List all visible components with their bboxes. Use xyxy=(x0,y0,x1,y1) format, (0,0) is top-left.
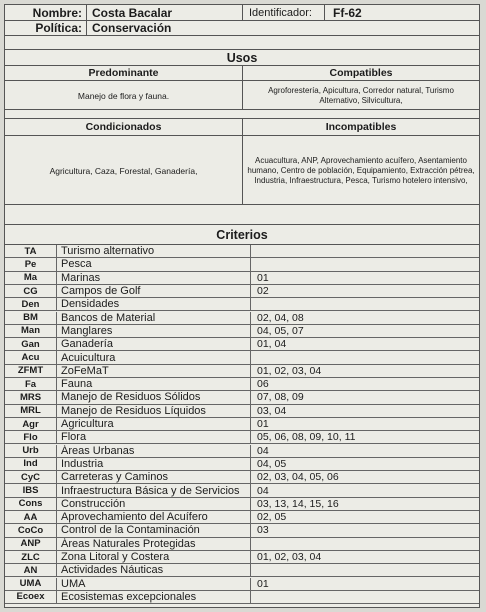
criterio-name: Control de la Contaminación xyxy=(57,524,251,536)
criterio-name: Acuicultura xyxy=(57,351,251,363)
criterio-abbr: Den xyxy=(5,298,57,310)
compatibles-text: Agroforestería, Apicultura, Corredor natural, Turismo Alternativo, Silvicultura, xyxy=(268,85,454,105)
criterio-abbr: Gan xyxy=(5,338,57,350)
criterio-row xyxy=(5,538,479,551)
criterio-abbr: UMA xyxy=(5,578,57,590)
criterios-title: Criterios xyxy=(216,227,268,242)
criterio-name: Manejo de Residuos Sólidos xyxy=(57,391,251,403)
criterio-abbr: CyC xyxy=(5,471,57,483)
criterio-values: 02, 05 xyxy=(257,511,287,524)
condicionados-cell xyxy=(5,119,243,204)
criterio-name: Áreas Urbanas xyxy=(57,445,251,457)
criterio-abbr: CoCo xyxy=(5,524,57,536)
criterio-values: 04 xyxy=(257,444,269,457)
politica-value: Conservación xyxy=(92,21,172,35)
criterio-row xyxy=(5,405,479,418)
criterio-abbr: Flo xyxy=(5,431,57,443)
incompatibles-title: Incompatibles xyxy=(243,119,479,136)
criterio-abbr: TA xyxy=(5,245,57,257)
criterio-row xyxy=(5,551,479,564)
incompatibles-text: Acuacultura, ANP, Aprovechamiento acuífero, Asentamiento humano, Centro de población, Equipamiento, Extracción pétrea, Industria, Infraestructura, Pesca, Turismo hotelero intensivo, xyxy=(247,155,475,185)
criterio-name: Aprovechamiento del Acuífero xyxy=(57,511,251,523)
criterio-values xyxy=(251,564,479,576)
criterio-row xyxy=(5,418,479,431)
criterio-name: Zona Litoral y Costera xyxy=(57,551,251,563)
criterio-row xyxy=(5,591,479,604)
criterio-abbr: Cons xyxy=(5,498,57,510)
criterio-row xyxy=(5,578,479,591)
nombre-label: Nombre: xyxy=(5,5,87,20)
criterio-row xyxy=(5,245,479,258)
criterio-name: Áreas Naturales Protegidas xyxy=(57,538,251,550)
criterio-values xyxy=(251,258,479,270)
criterio-values: 05, 06, 08, 09, 10, 11 xyxy=(257,431,356,444)
identificador-label: Identificador: xyxy=(243,5,325,20)
spacer-row xyxy=(5,36,479,50)
criterio-name: Ecosistemas excepcionales xyxy=(57,591,251,603)
criterio-values: 01 xyxy=(257,271,269,284)
criterio-row xyxy=(5,484,479,497)
predominante-text: Manejo de flora y fauna. xyxy=(77,90,170,101)
criterio-values xyxy=(251,351,479,363)
politica-label: Política: xyxy=(5,21,87,35)
criterio-name: Manejo de Residuos Líquidos xyxy=(57,405,251,417)
criterio-row xyxy=(5,312,479,325)
criterio-abbr: Agr xyxy=(5,418,57,430)
criterio-name: Pesca xyxy=(57,258,251,270)
ficha-sheet xyxy=(4,4,480,608)
criterio-abbr: BM xyxy=(5,312,57,324)
usos-title-row xyxy=(5,50,479,66)
criterio-name: Densidades xyxy=(57,298,251,310)
criterio-abbr: ZFMT xyxy=(5,365,57,377)
criterio-row xyxy=(5,391,479,404)
criterio-values: 02 xyxy=(257,285,269,298)
criterio-values: 04, 05, 07 xyxy=(257,324,304,337)
criterio-name: Bancos de Material xyxy=(57,312,251,324)
condicionados-title: Condicionados xyxy=(5,119,242,136)
predominante-title: Predominante xyxy=(5,66,242,81)
identificador-value: Ff-62 xyxy=(333,5,362,20)
criterio-name: Manglares xyxy=(57,325,251,337)
criterio-row xyxy=(5,272,479,285)
criterio-row xyxy=(5,285,479,298)
criterio-row xyxy=(5,298,479,311)
criterio-name: Agricultura xyxy=(57,418,251,430)
criterio-values: 01, 02, 03, 04 xyxy=(257,364,322,377)
criterio-row xyxy=(5,365,479,378)
criterio-name: Campos de Golf xyxy=(57,285,251,297)
criterio-abbr: Urb xyxy=(5,445,57,457)
criterio-values: 01 xyxy=(257,577,269,590)
incompatibles-cell xyxy=(243,119,479,204)
criterio-values: 03 xyxy=(257,524,269,537)
usos-title: Usos xyxy=(226,50,258,65)
criterio-abbr: Ma xyxy=(5,272,57,284)
criterio-abbr: AN xyxy=(5,564,57,576)
criterio-name: Fauna xyxy=(57,378,251,390)
criterio-row xyxy=(5,378,479,391)
criterio-row xyxy=(5,498,479,511)
criterio-name: Industria xyxy=(57,458,251,470)
criterio-abbr: ANP xyxy=(5,538,57,550)
criterios-table xyxy=(5,245,479,607)
criterio-values: 03, 04 xyxy=(257,404,287,417)
criterio-values: 02, 03, 04, 05, 06 xyxy=(257,471,339,484)
criterio-values: 04 xyxy=(257,484,269,497)
usos-predominante-compatibles xyxy=(5,66,479,110)
criterio-row xyxy=(5,524,479,537)
criterio-name: Carreteras y Caminos xyxy=(57,471,251,483)
criterio-name: ZoFeMaT xyxy=(57,365,251,377)
criterio-row xyxy=(5,564,479,577)
criterio-values: 01, 02, 03, 04 xyxy=(257,551,322,564)
criterio-values: 04, 05 xyxy=(257,457,287,470)
criterio-name: Infraestructura Básica y de Servicios xyxy=(57,484,251,496)
criterio-row xyxy=(5,258,479,271)
criterio-abbr: Pe xyxy=(5,258,57,270)
criterio-row xyxy=(5,445,479,458)
criterios-title-row xyxy=(5,225,479,245)
criterio-abbr: Ecoex xyxy=(5,591,57,603)
criterio-row xyxy=(5,431,479,444)
criterio-abbr: MRS xyxy=(5,391,57,403)
condicionados-text: Agricultura, Caza, Forestal, Ganadería, xyxy=(49,165,198,176)
criterio-name: Flora xyxy=(57,431,251,443)
criterio-row xyxy=(5,338,479,351)
criterio-values: 07, 08, 09 xyxy=(257,391,304,404)
criterio-values xyxy=(251,538,479,550)
criterio-values: 03, 13, 14, 15, 16 xyxy=(257,497,339,510)
criterio-values xyxy=(251,245,479,257)
criterio-row xyxy=(5,471,479,484)
criterio-name: Actividades Náuticas xyxy=(57,564,251,576)
spacer-row-2 xyxy=(5,110,479,119)
criterio-name: UMA xyxy=(57,578,251,590)
criterio-row xyxy=(5,325,479,338)
criterio-abbr: MRL xyxy=(5,405,57,417)
criterio-abbr: Acu xyxy=(5,351,57,363)
criterio-abbr: Fa xyxy=(5,378,57,390)
nombre-value: Costa Bacalar xyxy=(87,5,243,20)
criterio-row xyxy=(5,458,479,471)
criterio-name: Turismo alternativo xyxy=(57,245,251,257)
criterio-values xyxy=(251,591,479,603)
criterio-name: Marinas xyxy=(57,272,251,284)
predominante-cell xyxy=(5,66,243,109)
compatibles-title: Compatibles xyxy=(243,66,479,81)
criterio-values: 06 xyxy=(257,378,269,391)
criterio-abbr: Ind xyxy=(5,458,57,470)
criterio-row xyxy=(5,351,479,364)
header-row-politica xyxy=(5,21,479,36)
criterio-values: 02, 04, 08 xyxy=(257,311,304,324)
criterio-abbr: CG xyxy=(5,285,57,297)
criterio-abbr: AA xyxy=(5,511,57,523)
criterio-name: Construcción xyxy=(57,498,251,510)
usos-condicionados-incompatibles xyxy=(5,119,479,205)
compatibles-cell xyxy=(243,66,479,109)
criterio-abbr: IBS xyxy=(5,484,57,496)
criterio-values: 01 xyxy=(257,418,269,431)
criterio-abbr: Man xyxy=(5,325,57,337)
criterio-row xyxy=(5,511,479,524)
criterio-values xyxy=(251,298,479,310)
spacer-row-3 xyxy=(5,205,479,225)
criterio-values: 01, 04 xyxy=(257,338,287,351)
header-row-nombre xyxy=(5,5,479,21)
criterio-abbr: ZLC xyxy=(5,551,57,563)
criterio-name: Ganadería xyxy=(57,338,251,350)
